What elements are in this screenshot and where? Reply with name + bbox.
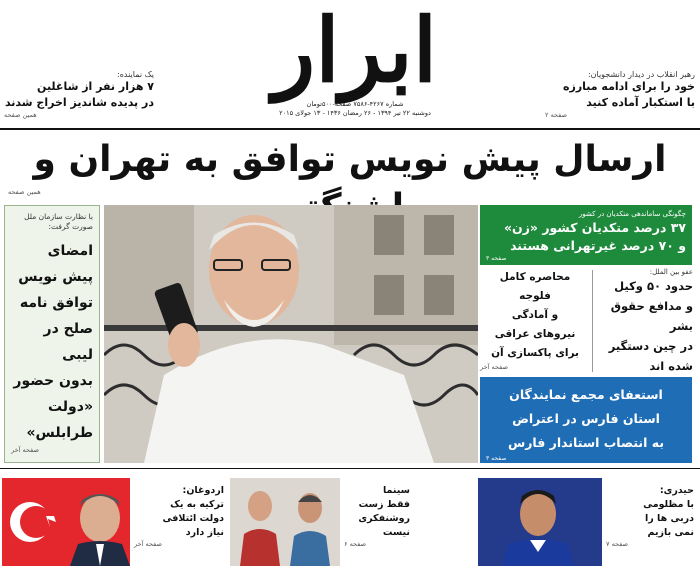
erdogan-story[interactable] (134, 484, 224, 548)
newspaper-logo: ابرار (272, 0, 438, 102)
story-line: اردوغان: (182, 485, 224, 496)
teaser-headline-line: با استکبار آماده کنید (586, 96, 695, 109)
story-line: دولت ائتلافی (162, 513, 224, 524)
story-line: شده اند (649, 359, 693, 373)
story-line: فقط زست (358, 499, 410, 510)
page-ref: صفحه آخر (480, 363, 508, 371)
story-line: طرابلس» (26, 425, 93, 441)
story-line: استان فارس در اعتراض (512, 411, 660, 426)
heydari-story[interactable] (606, 484, 694, 548)
turkey-flag-photo (2, 478, 130, 566)
page-ref: صفحه آخر (11, 446, 39, 454)
story-line: نمی بازیم (647, 527, 694, 538)
fallujah-story[interactable] (480, 268, 590, 374)
divider (0, 128, 700, 130)
story-line: محاصره کامل (499, 271, 571, 283)
story-line: فلوجه (519, 290, 551, 302)
story-line: نیست (382, 527, 410, 538)
story-line: به انتصاب استاندار فارس (507, 435, 665, 450)
cinema-story[interactable] (344, 484, 410, 548)
fars-resignation-story[interactable] (480, 377, 692, 463)
page-ref: صفحه ۲ (545, 111, 568, 119)
story-line: با مظلومی (643, 499, 694, 510)
zarif-photo-illustration (104, 205, 478, 463)
story-line: حیدری: (659, 485, 694, 496)
page-ref: صفحه ۳ (486, 255, 507, 262)
teaser-headline-line: در پدیده شاندیز اخراج شدند (4, 96, 154, 109)
story-line: استعفای مجمع نمایندگان (509, 387, 663, 402)
story-line: پیش نویس (18, 269, 93, 285)
page-ref: همین صفحه (8, 188, 41, 196)
masthead (270, 0, 440, 117)
page-ref: صفحه ۳ (486, 455, 507, 462)
story-line: سینما (382, 485, 410, 496)
teaser-headline-line: خود را برای ادامه مبارزه (563, 80, 695, 93)
page-ref: صفحه ۷ (606, 540, 629, 548)
story-line: روشنفکری (358, 513, 410, 524)
story-kicker: عفو بین الملل: (649, 268, 693, 276)
story-line: «دولت (47, 399, 93, 415)
issue-date: دوشنبه ۲۲ تیر ۱۳۹۴ - ۲۶ رمضان ۱۴۳۶ - ۱۳ جولای ۲۰۱۵ (279, 109, 431, 117)
story-line: بدون حضور (13, 373, 93, 389)
story-line: امضای (47, 243, 93, 259)
cinema-photo (230, 478, 340, 566)
main-headline[interactable]: ارسال پیش نویس توافق به تهران و (33, 139, 667, 180)
story-line: و آمادگی (511, 309, 559, 321)
teaser-kicker: یک نماینده: (117, 70, 154, 79)
story-kicker: چگونگی ساماندهی متکدیان در کشور (578, 210, 686, 218)
page-ref: صفحه آخر (134, 540, 162, 548)
erdogan-photo-illustration (2, 478, 130, 566)
story-line: حدود ۵۰ وکیل (614, 279, 693, 293)
top-left-teaser[interactable] (4, 70, 154, 119)
story-line: ترکیه به یک (170, 499, 224, 510)
story-line: صلح در لیبی (43, 321, 93, 363)
issue-info: شماره ۴۲۶۷-۷۵۸۶ صفحه-۵۰۰تومان (306, 100, 404, 108)
heydari-photo-illustration (478, 478, 602, 566)
player-photo (478, 478, 602, 566)
story-line: و ۷۰ درصد غیرتهرانی هستند (510, 238, 686, 253)
divider (0, 468, 700, 469)
main-photo (104, 205, 478, 463)
story-line: و مدافع حقوق بشر (610, 299, 693, 333)
teaser-headline-line: ۷ هزار نفر از شاغلین (37, 80, 154, 93)
story-line: دربی ها را (644, 513, 694, 524)
story-line: در چین دستگیر (608, 339, 693, 353)
story-kicker: با نظارت سازمان ملل صورت گرفت: (24, 212, 93, 231)
story-line: ۳۷ درصد متکدیان کشور «زن» (503, 220, 686, 235)
cinema-photo-illustration (230, 478, 340, 566)
beggars-story[interactable] (480, 205, 692, 265)
column-divider (592, 270, 593, 372)
amnesty-story[interactable] (595, 268, 693, 374)
story-line: برای پاکسازی آن (491, 347, 579, 359)
page-ref: همین صفحه (4, 111, 37, 119)
story-line: نیروهای عراقی (494, 328, 576, 340)
top-right-teaser[interactable] (545, 70, 695, 119)
teaser-kicker: رهبر انقلاب در دیدار دانشجویان: (587, 70, 695, 79)
story-line: توافق نامه (19, 295, 93, 311)
page-ref: صفحه ۶ (344, 540, 367, 548)
libya-story[interactable] (4, 205, 100, 463)
story-line: نیاز دارد (185, 527, 224, 538)
